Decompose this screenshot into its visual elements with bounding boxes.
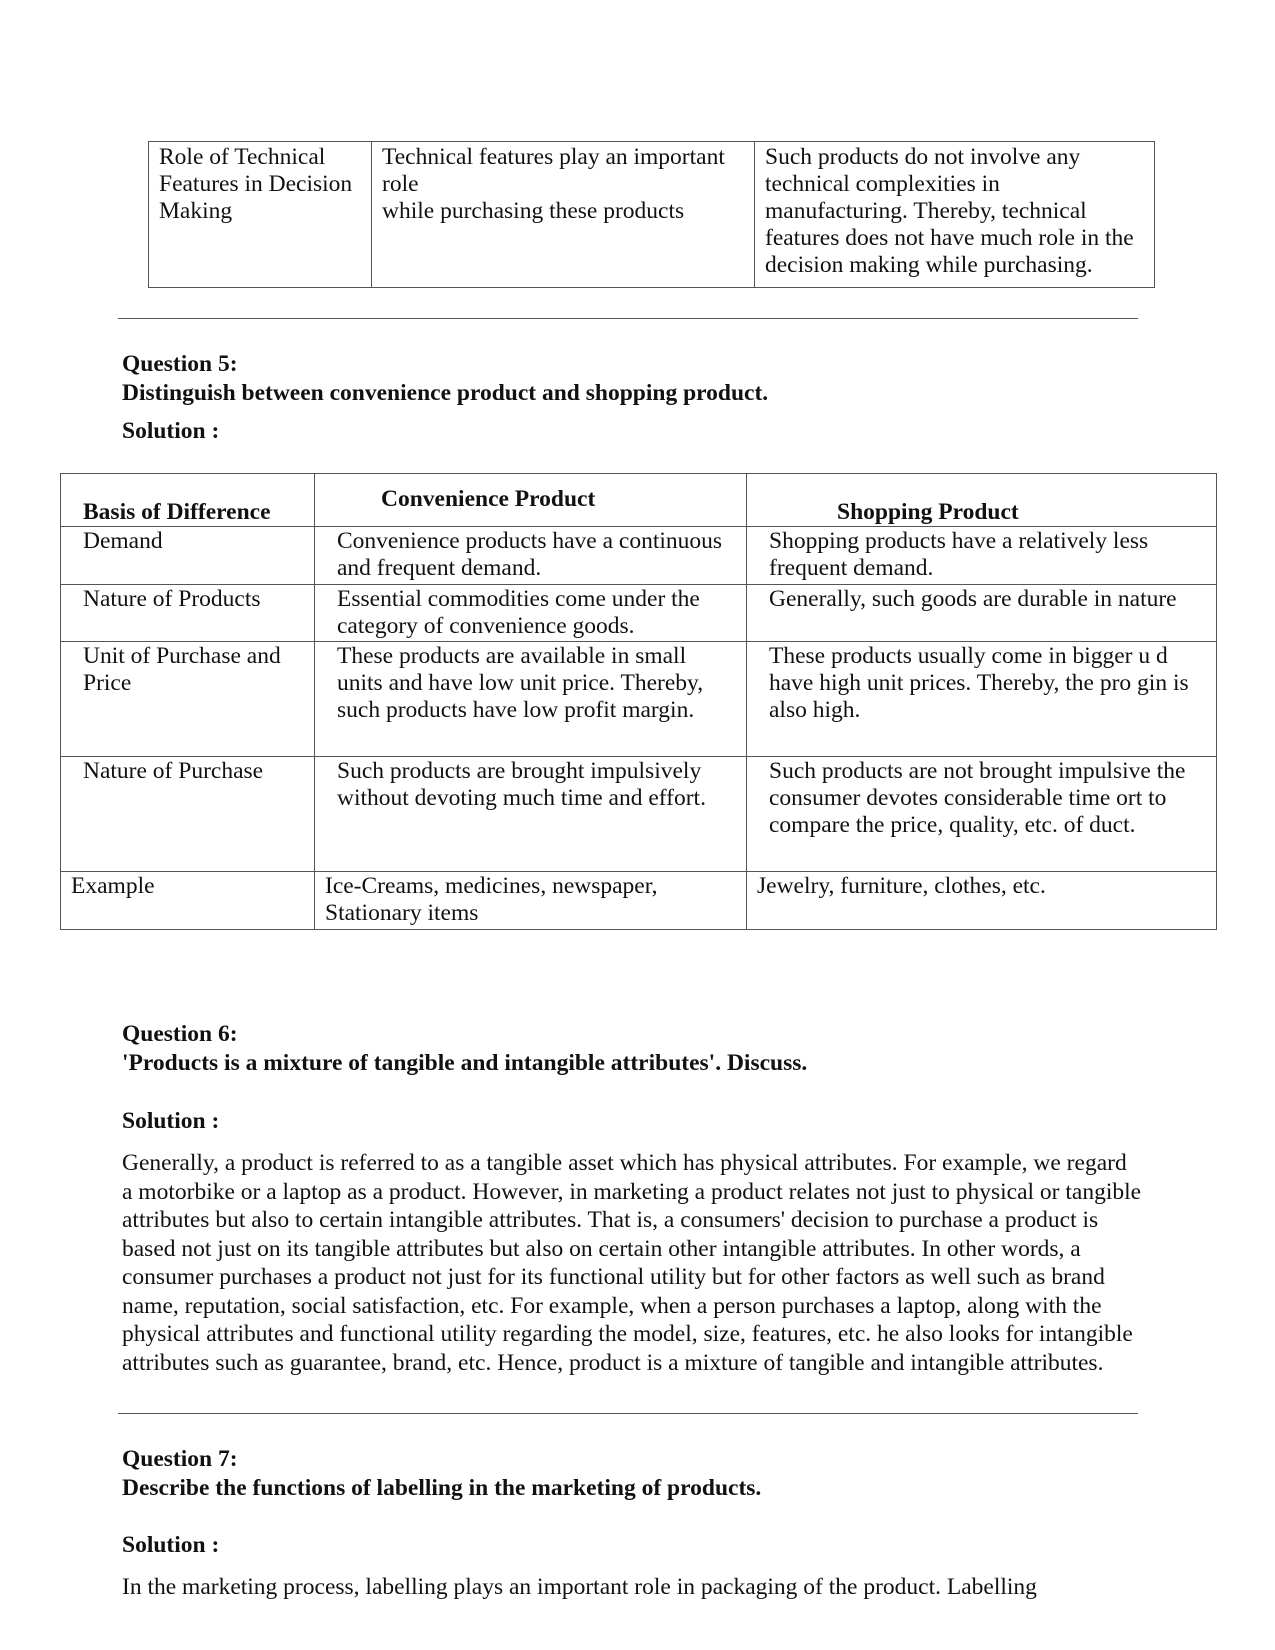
question-6-solution-label: Solution : [122, 1108, 220, 1134]
table-header-row [61, 474, 1217, 527]
table-row [149, 142, 1155, 288]
table-cell-convenience: Essential commodities come under the category of convenience goods. [315, 585, 747, 642]
question-7-solution-label: Solution : [122, 1532, 220, 1558]
technical-features-table [148, 141, 1155, 288]
table-cell-shopping: Generally, such goods are durable in nature [747, 585, 1217, 642]
table-cell-basis: Nature of Purchase [61, 757, 315, 872]
question-7-label: Question 7: [122, 1446, 238, 1472]
table-row [61, 757, 1217, 872]
comparison-table [60, 473, 1217, 930]
column-header-shopping: Shopping Product [747, 474, 1217, 527]
table-cell-col2: Such products do not involve any technical complexities in manufacturing. Thereby, technical features does not have much role in the decision making while purchasing. [755, 142, 1155, 288]
table-cell-shopping: Such products are not brought impulsive the consumer devotes considerable time ort to compare the price, quality, etc. of duct. [747, 757, 1217, 872]
table-row [61, 642, 1217, 757]
question-5-label: Question 5: [122, 351, 238, 377]
table-row [61, 527, 1217, 585]
table-cell-basis: Role of Technical Features in Decision Making [149, 142, 372, 288]
table-cell-shopping: Shopping products have a relatively less frequent demand. [747, 527, 1217, 585]
question-6-answer: Generally, a product is referred to as a tangible asset which has physical attributes. For example, we regard a motorbike or a laptop as a product. However, in marketing a product relates not just to physical or tangible attributes but also to certain intangible attributes. That is, a consumers' decision to purchase a product is based not just on its tangible attributes but also on certain other intangible attributes. In other words, a consumer purchases a product not just for its functional utility but for other factors as well such as brand name, reputation, social satisfaction, etc. For example, when a person purchases a laptop, along with the physical attributes and functional utility regarding the model, size, features, etc. he also looks for intangible attributes such as guarantee, brand, etc. Hence, product is a mixture of tangible and intangible attributes. [122, 1150, 1142, 1376]
table-cell-basis: Unit of Purchase and Price [61, 642, 315, 757]
question-5-text: Distinguish between convenience product and shopping product. [122, 380, 769, 406]
question-7-answer: In the marketing process, labelling plays an important role in packaging of the product. Labelling [122, 1574, 1037, 1600]
column-header-basis: Basis of Difference [61, 474, 315, 527]
table-cell-convenience: Such products are brought impulsively without devoting much time and effort. [315, 757, 747, 872]
table-cell-convenience: These products are available in small units and have low unit price. Thereby, such products have low profit margin. [315, 642, 747, 757]
table-cell-shopping: These products usually come in bigger u d have high unit prices. Thereby, the pro gin is also high. [747, 642, 1217, 757]
table-cell-shopping: Jewelry, furniture, clothes, etc. [747, 872, 1217, 930]
table-row [61, 585, 1217, 642]
question-6-label: Question 6: [122, 1021, 238, 1047]
divider [118, 318, 1138, 319]
table-cell-col1 [372, 142, 755, 288]
column-header-convenience: Convenience Product [315, 474, 747, 527]
table-row [61, 872, 1217, 930]
question-5-solution-label: Solution : [122, 418, 220, 444]
divider [118, 1413, 1138, 1414]
cell-line: Technical features play an important role [382, 144, 725, 197]
table-cell-basis: Nature of Products [61, 585, 315, 642]
table-cell-convenience: Ice-Creams, medicines, newspaper, Stationary items [315, 872, 747, 930]
question-6-text: 'Products is a mixture of tangible and intangible attributes'. Discuss. [122, 1050, 808, 1076]
table-cell-basis: Demand [61, 527, 315, 585]
table-cell-convenience: Convenience products have a continuous and frequent demand. [315, 527, 747, 585]
question-7-text: Describe the functions of labelling in the marketing of products. [122, 1475, 762, 1501]
cell-line: while purchasing these products [382, 198, 685, 224]
table-cell-basis: Example [61, 872, 315, 930]
